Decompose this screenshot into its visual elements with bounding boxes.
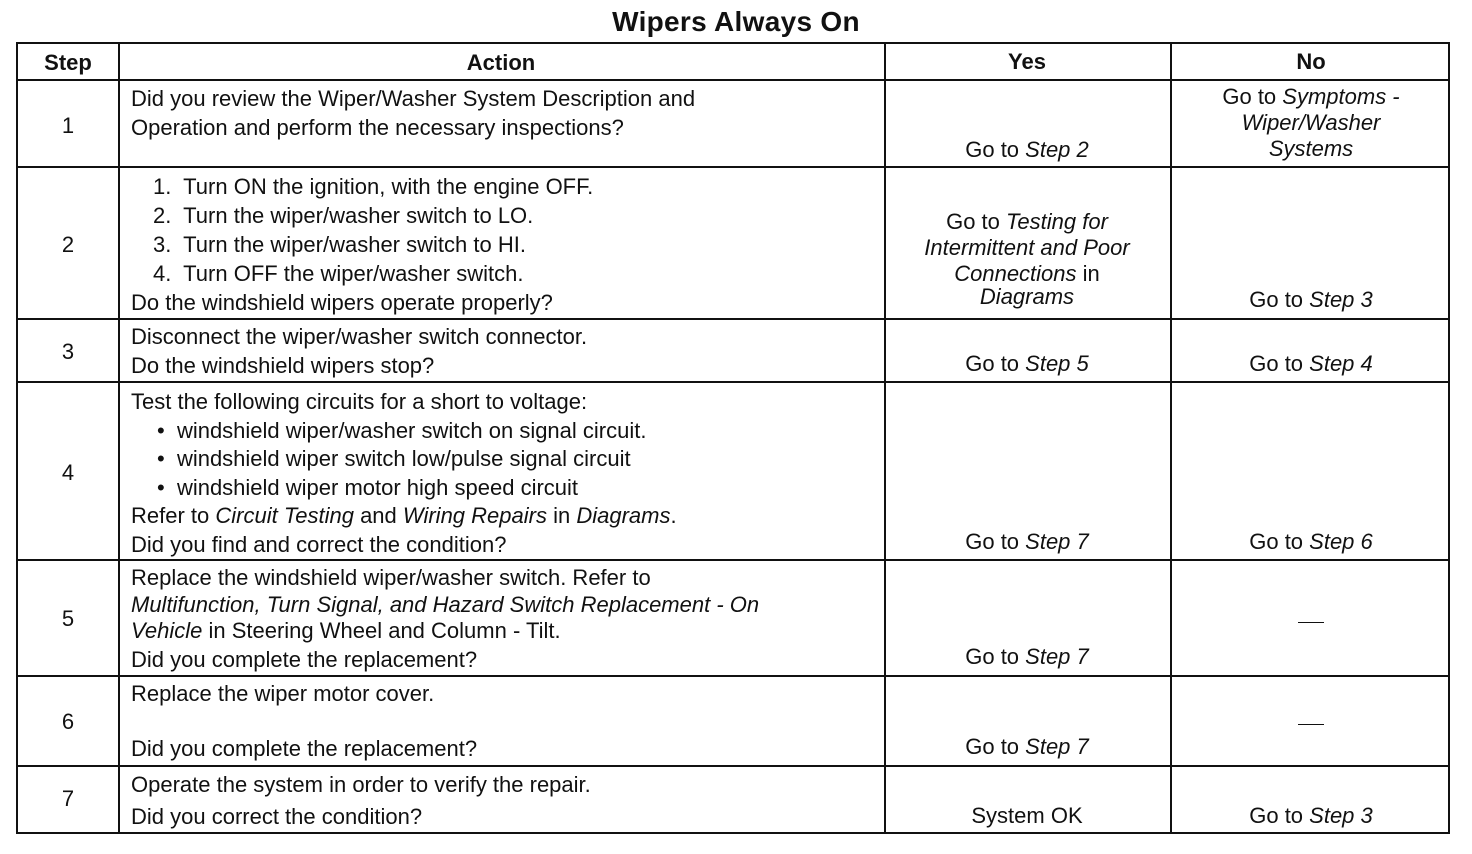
no-link[interactable]: Wiper/Washer <box>1241 110 1381 135</box>
action-text: in Steering Wheel and Column - Tilt. <box>202 618 561 643</box>
bullet-item: • windshield wiper switch low/pulse signal circuit <box>157 446 631 471</box>
header-action: Action <box>466 50 536 75</box>
no-cell <box>1170 286 1452 315</box>
refer-link[interactable]: Circuit Testing <box>215 503 354 528</box>
action-cell <box>120 388 884 559</box>
yes-text: Go to <box>965 644 1026 669</box>
step-number: 6 <box>61 709 75 734</box>
action-line: Operation and perform the necessary inspections? <box>131 114 624 140</box>
yes-text: Go to <box>965 351 1026 376</box>
bullet-item: • windshield wiper motor high speed circuit <box>157 474 579 500</box>
action-line: Replace the wiper motor cover. <box>131 681 435 706</box>
action-question: Did you complete the replacement? <box>131 735 478 761</box>
numbered-step: 3. Turn the wiper/washer switch to HI. <box>153 232 526 257</box>
procedure-link[interactable]: Multifunction, Turn Signal, and Hazard Switch Replacement - On <box>131 591 760 617</box>
step-number: 7 <box>61 786 75 811</box>
no-link[interactable]: Step 3 <box>1309 287 1373 312</box>
no-text: Go to <box>1249 351 1310 376</box>
yes-text: Go to <box>946 209 1006 234</box>
bullet-text: windshield wiper switch low/pulse signal circuit <box>176 446 631 471</box>
yes-cell <box>884 136 1170 165</box>
step-number: 5 <box>61 606 75 631</box>
no-text: Go to <box>1249 803 1310 828</box>
row-divider <box>18 765 1448 767</box>
step-number: 2 <box>61 232 75 257</box>
yes-link[interactable]: Intermittent and Poor <box>924 235 1130 260</box>
no-link[interactable]: Step 4 <box>1309 351 1373 376</box>
no-cell <box>1170 84 1452 162</box>
action-line: Do the windshield wipers stop? <box>131 352 435 378</box>
no-link[interactable]: Step 6 <box>1309 529 1373 554</box>
action-cell <box>120 85 884 142</box>
no-link[interactable]: Systems <box>1268 136 1354 161</box>
numbered-step: 1. Turn ON the ignition, with the engine OFF. <box>153 174 594 199</box>
yes-link[interactable]: Testing for <box>1006 209 1108 234</box>
action-question: Do the windshield wipers operate properly? <box>131 290 553 315</box>
yes-text: Go to <box>965 734 1026 759</box>
numbered-step: 4. Turn OFF the wiper/washer switch. <box>153 261 524 286</box>
no-link[interactable]: Step 3 <box>1309 803 1373 828</box>
step-number: 4 <box>61 460 75 485</box>
no-text: Go to <box>1249 529 1310 554</box>
no-cell <box>1170 350 1452 379</box>
refer-text: in <box>546 503 577 528</box>
row-divider <box>18 559 1448 561</box>
row-divider <box>18 166 1448 168</box>
yes-cell: System OK <box>971 803 1083 828</box>
action-line: Replace the windshield wiper/washer switch. Refer to <box>131 565 651 590</box>
no-cell <box>1170 602 1452 631</box>
no-dash <box>1298 622 1324 623</box>
action-cell <box>120 323 884 380</box>
action-question: Did you find and correct the condition? <box>131 531 507 557</box>
yes-link[interactable]: Step 7 <box>1025 529 1089 554</box>
refer-link[interactable]: Wiring Repairs <box>402 503 547 528</box>
no-cell <box>1170 802 1452 831</box>
action-cell <box>120 172 884 317</box>
row-divider <box>18 318 1448 320</box>
action-line: Disconnect the wiper/washer switch connector. <box>131 324 588 349</box>
header-yes: Yes <box>1008 49 1046 74</box>
row-divider <box>18 675 1448 677</box>
yes-link[interactable]: Step 5 <box>1025 351 1089 376</box>
no-link[interactable]: Symptoms - <box>1282 84 1400 109</box>
row-divider <box>18 79 1448 81</box>
yes-link[interactable]: Step 7 <box>1025 644 1089 669</box>
action-cell <box>120 680 884 763</box>
row-divider <box>18 381 1448 383</box>
procedure-link[interactable]: Vehicle <box>131 618 203 643</box>
step-number: 1 <box>61 113 75 138</box>
action-cell <box>120 769 884 833</box>
yes-cell <box>884 209 1170 307</box>
refer-text: Refer to <box>131 503 216 528</box>
diagnostic-table <box>16 42 1450 834</box>
yes-text: Go to <box>965 137 1026 162</box>
refer-text: and <box>353 503 403 528</box>
header-step: Step <box>44 50 92 75</box>
action-question: Did you correct the condition? <box>131 804 423 829</box>
bullet-text: windshield wiper/washer switch on signal circuit. <box>176 417 647 443</box>
page-title: Wipers Always On <box>612 6 860 37</box>
header-no: No <box>1296 49 1326 74</box>
bullet-text: windshield wiper motor high speed circuit <box>176 474 579 500</box>
action-line: Did you review the Wiper/Washer System Description and <box>131 86 696 111</box>
step-number: 3 <box>61 339 75 364</box>
action-question: Did you complete the replacement? <box>131 646 478 672</box>
yes-link[interactable]: Diagrams <box>979 284 1075 309</box>
refer-line <box>131 502 884 531</box>
yes-cell <box>884 733 1170 762</box>
no-dash <box>1298 724 1324 725</box>
bullet-item: • windshield wiper/washer switch on signal circuit. <box>157 417 647 443</box>
refer-text: . <box>670 503 677 528</box>
no-text: Go to <box>1222 84 1283 109</box>
action-intro: Test the following circuits for a short to voltage: <box>131 389 588 414</box>
numbered-step: 2. Turn the wiper/washer switch to LO. <box>153 203 534 228</box>
yes-link[interactable]: Step 7 <box>1025 734 1089 759</box>
yes-text: Go to <box>965 529 1026 554</box>
yes-link[interactable]: Step 2 <box>1025 137 1089 162</box>
yes-cell <box>884 528 1170 557</box>
yes-cell <box>884 643 1170 672</box>
action-line: Operate the system in order to verify the repair. <box>131 772 591 797</box>
action-cell <box>120 565 884 675</box>
no-cell <box>1170 528 1452 557</box>
yes-link[interactable]: Connections <box>954 261 1077 286</box>
no-text: Go to <box>1249 287 1310 312</box>
yes-text: in <box>1076 261 1100 286</box>
yes-cell <box>884 350 1170 379</box>
no-cell <box>1170 704 1452 733</box>
refer-link[interactable]: Diagrams <box>576 503 671 528</box>
